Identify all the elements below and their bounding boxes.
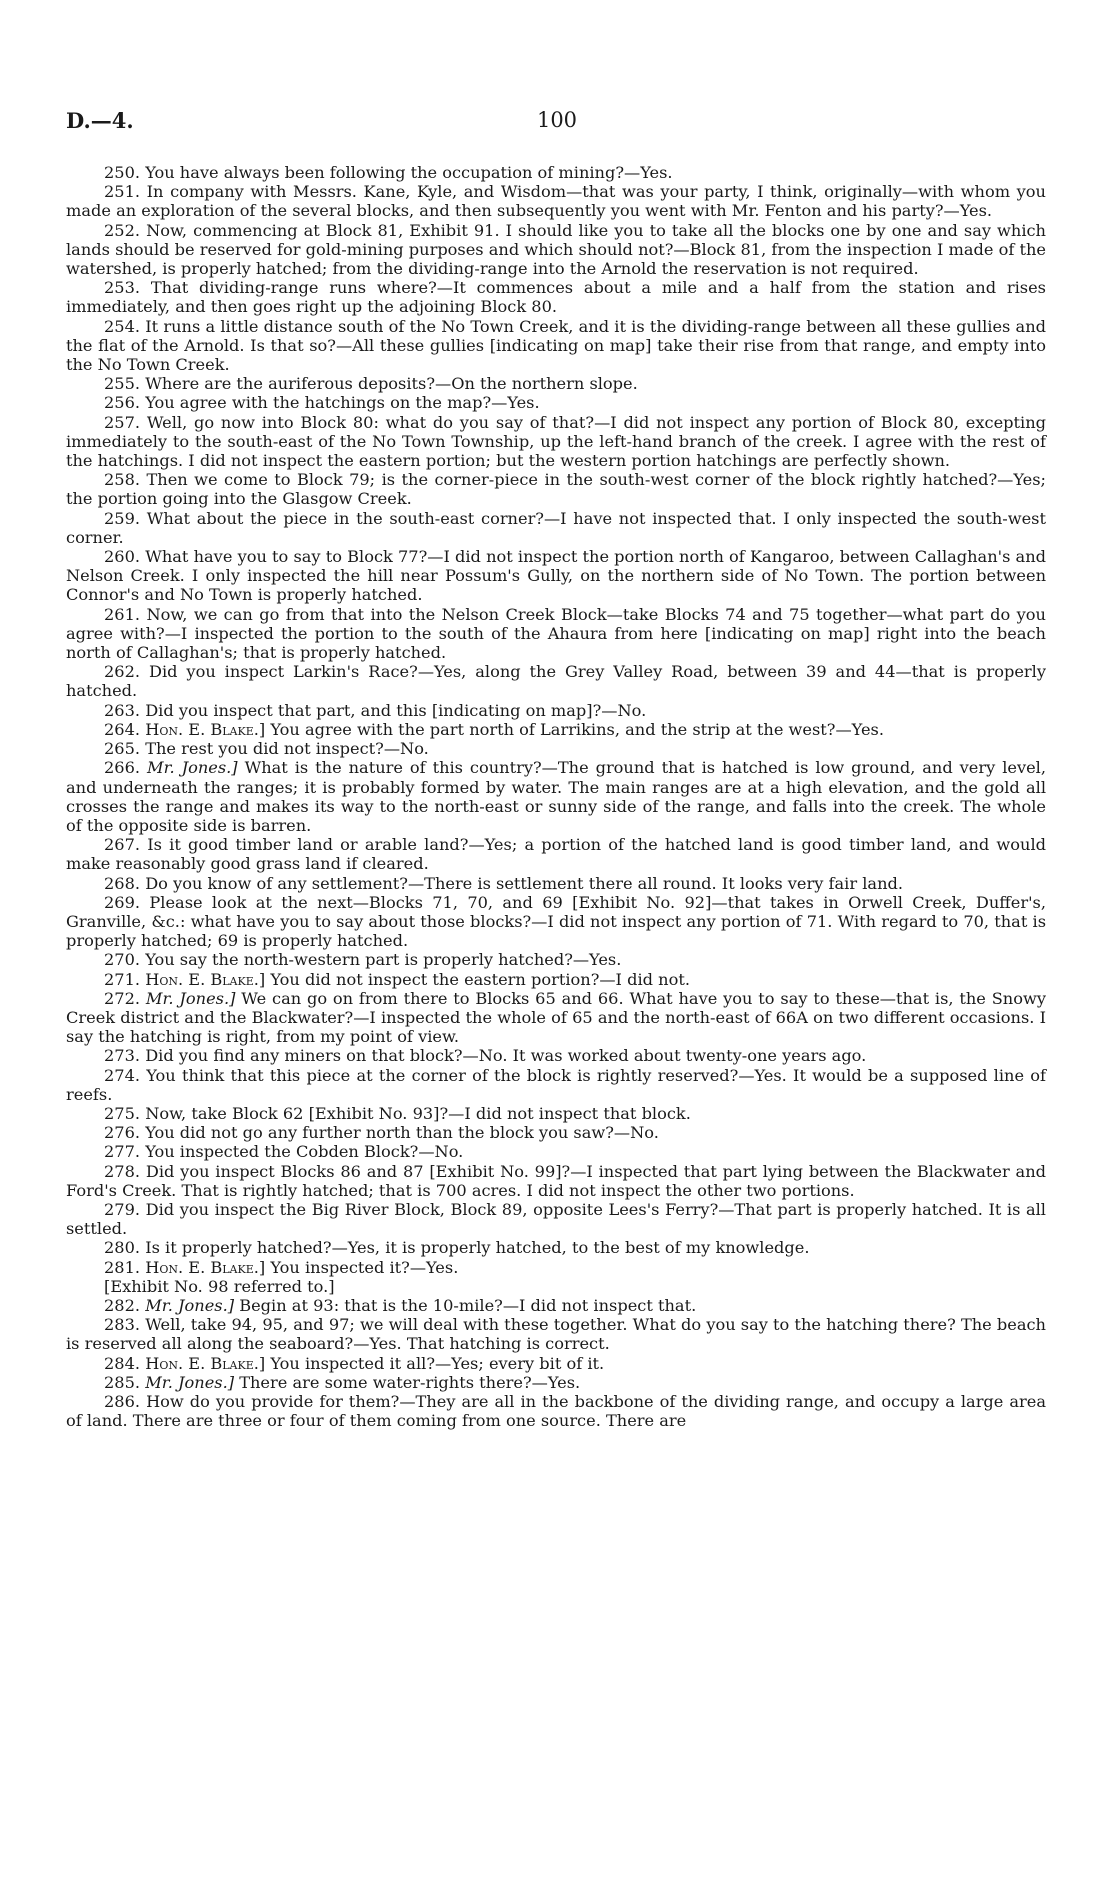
question-answer-paragraph <box>66 1296 1046 1315</box>
speaker-label: Mr. Jones.] <box>145 1372 235 1392</box>
question-number: 276. <box>104 1123 141 1143</box>
question-answer-paragraph <box>66 221 1046 279</box>
question-number: 273. <box>104 1046 141 1066</box>
question-number: 277. <box>104 1142 141 1162</box>
question-answer-paragraph <box>66 950 1046 969</box>
question-answer-paragraph <box>66 182 1046 220</box>
paragraph-text: You inspected it all?—Yes; every bit of it. <box>270 1353 605 1373</box>
paragraph-text: You inspected it?—Yes. <box>270 1257 459 1277</box>
question-answer-paragraph <box>66 374 1046 393</box>
question-number: 250. <box>104 163 141 182</box>
paragraph-text: How do you provide for them?—They are all in the backbone of the dividing range, and occupy a large area of land. There are three or four of them coming from one source. There are <box>66 1392 1046 1431</box>
paragraph-text: It runs a little distance south of the No Town Creek, and it is the dividing-range between all these gullies and the flat of the Arnold. Is that so?—All these gullies [indicating on map] take their rise from that range, and empty into the No Town Creek. <box>66 316 1046 375</box>
question-answer-paragraph <box>66 835 1046 873</box>
question-number: 267. <box>104 835 141 855</box>
question-answer-paragraph <box>66 1066 1046 1104</box>
question-number: 252. <box>104 220 141 240</box>
question-number: 263. <box>104 700 141 720</box>
paragraph-text: Well, take 94, 95, and 97; we will deal with these together. What do you say to the hatching there? The beach is reserved all along the seaboard?—Yes. That hatching is correct. <box>66 1315 1046 1354</box>
paragraph-text: Did you inspect Larkin's Race?—Yes, along the Grey Valley Road, between 39 and 44—that is properly hatched. <box>66 662 1046 701</box>
question-answer-paragraph <box>66 701 1046 720</box>
question-number: 278. <box>104 1161 141 1181</box>
speaker-label: Hon. E. Blake.] <box>145 969 266 989</box>
paragraph-text: That dividing-range runs where?—It commences about a mile and a half from the station and rises immediately, and then goes right up the adjoining Block 80. <box>66 278 1046 317</box>
paragraph-text: You did not go any further north than the block you saw?—No. <box>145 1123 659 1143</box>
question-number: 266. <box>104 758 141 778</box>
paragraph-text: What about the piece in the south-east corner?—I have not inspected that. I only inspected the south-west corner. <box>66 508 1046 547</box>
question-number: 283. <box>104 1315 141 1335</box>
question-answer-paragraph <box>66 393 1046 412</box>
paragraph-text: Now, we can go from that into the Nelson Creek Block—take Blocks 74 and 75 together—what part do you agree with?—I inspected the portion to the south of the Ahaura from here [indicating on map] right into the beach north of Callaghan's; that is properly hatched. <box>66 604 1046 663</box>
question-answer-paragraph <box>66 1104 1046 1123</box>
page-header <box>66 108 1048 136</box>
question-answer-paragraph <box>66 739 1046 758</box>
question-answer-paragraph <box>66 758 1046 835</box>
speaker-label: Mr. Jones.] <box>145 988 236 1008</box>
question-number: 279. <box>104 1199 141 1219</box>
question-answer-paragraph <box>66 1354 1046 1373</box>
paragraph-text: Now, take Block 62 [Exhibit No. 93]?—I did not inspect that block. <box>145 1103 691 1123</box>
paragraph-text: Is it good timber land or arable land?—Yes; a portion of the hatched land is good timber land, and would make reasonably good grass land if cleared. <box>66 835 1046 874</box>
paragraph-text: [Exhibit No. 98 referred to.] <box>104 1276 335 1296</box>
paragraph-text: Begin at 93: that is the 10-mile?—I did not inspect that. <box>239 1295 697 1315</box>
question-answer-paragraph <box>66 317 1046 375</box>
question-answer-paragraph <box>66 989 1046 1047</box>
question-number: 262. <box>104 662 141 682</box>
question-number: 260. <box>104 547 141 567</box>
question-number: 271. <box>104 969 141 989</box>
paragraph-text: You agree with the part north of Larrikins, and the strip at the west?—Yes. <box>270 719 884 739</box>
paragraph-text: Did you inspect the Big River Block, Block 89, opposite Lees's Ferry?—That part is properly hatched. It is all settled. <box>66 1199 1046 1239</box>
question-number: 272. <box>104 988 141 1008</box>
question-number: 281. <box>104 1257 141 1277</box>
question-answer-paragraph <box>66 278 1046 316</box>
paragraph-text: You say the north-western part is properly hatched?—Yes. <box>145 950 622 970</box>
question-answer-paragraph <box>66 605 1046 663</box>
question-answer-paragraph <box>66 1373 1046 1392</box>
paragraph-text: Now, commencing at Block 81, Exhibit 91. I should like you to take all the blocks one by one and say which lands should be reserved for gold-mining purposes and which should not?—Block 81, from the inspection I made of the watershed, is properly hatched; from the dividing-range into the Arnold the reservation is not required. <box>66 220 1046 279</box>
paragraph-text: You have always been following the occupation of mining?—Yes. <box>145 163 673 182</box>
paragraph-text: What is the nature of this country?—The ground that is hatched is low ground, and very level, and underneath the ranges; it is probably formed by water. The main ranges are at a high elevation, and the gold all crosses the range and makes its way to the north-east or sunny side of the range, and falls into the creek. The whole of the opposite side is barren. <box>66 758 1047 835</box>
question-number: 264. <box>104 719 141 739</box>
question-answer-paragraph <box>66 1315 1046 1353</box>
page-number: 100 <box>536 108 578 132</box>
question-number: 256. <box>104 393 141 413</box>
question-answer-paragraph <box>66 1277 1046 1296</box>
question-number: 255. <box>104 374 141 394</box>
speaker-label: Hon. E. Blake.] <box>145 1257 266 1277</box>
paragraph-text: You think that this piece at the corner of the block is rightly reserved?—Yes. It would be a supposed line of reefs. <box>66 1065 1046 1104</box>
question-number: 284. <box>104 1353 141 1373</box>
paragraph-text: Did you find any miners on that block?—No. It was worked about twenty-one years ago. <box>145 1046 867 1066</box>
question-number: 261. <box>104 604 141 624</box>
question-number: 268. <box>104 873 141 893</box>
question-answer-paragraph <box>66 163 1046 182</box>
question-answer-paragraph <box>66 1046 1046 1065</box>
question-number: 251. <box>104 182 141 202</box>
question-answer-paragraph <box>66 893 1046 951</box>
question-answer-paragraph <box>66 1162 1046 1200</box>
question-number: 275. <box>104 1103 141 1123</box>
question-number: 280. <box>104 1238 141 1258</box>
question-number: 258. <box>104 470 141 490</box>
question-number: 265. <box>104 739 141 759</box>
question-number: 282. <box>104 1295 141 1315</box>
paragraph-text: You did not inspect the eastern portion?—I did not. <box>270 969 690 989</box>
question-number: 253. <box>104 278 141 298</box>
question-answer-paragraph <box>66 470 1046 508</box>
paragraph-text: In company with Messrs. Kane, Kyle, and Wisdom—that was your party, I think, originally—with whom you made an exploration of the several blocks, and then subsequently you went with Mr. Fenton and his party?—Yes. <box>66 182 1046 221</box>
paragraph-text: We can go on from there to Blocks 65 and 66. What have you to say to these—that is, the Snowy Creek district and the Blackwater?—I inspected the whole of 65 and the north-east of 66A on two different occasions. I say the hatching is right, from my point of view. <box>66 988 1046 1047</box>
question-answer-paragraph <box>66 1123 1046 1142</box>
speaker-label: Mr. Jones.] <box>147 758 238 778</box>
speaker-label: Hon. E. Blake.] <box>145 1353 266 1373</box>
paragraph-text: You inspected the Cobden Block?—No. <box>145 1142 464 1162</box>
speaker-label: Mr. Jones.] <box>145 1295 235 1315</box>
question-answer-paragraph <box>66 874 1046 893</box>
paragraph-text: Do you know of any settlement?—There is settlement there all round. It looks very fair land. <box>145 873 904 893</box>
question-answer-paragraph <box>66 720 1046 739</box>
paragraph-text: Did you inspect that part, and this [indicating on map]?—No. <box>145 700 647 720</box>
question-answer-paragraph <box>66 662 1046 700</box>
evidence-transcript <box>66 163 1046 1430</box>
paragraph-text: Well, go now into Block 80: what do you say of that?—I did not inspect any portion of Block 80, excepting immediately to the south-east of the No Town Township, up the left-hand branch of the creek. I agree with the rest of the hatchings. I did not inspect the eastern portion; but the western portion hatchings are perfectly shown. <box>66 412 1046 471</box>
paragraph-text: What have you to say to Block 77?—I did not inspect the portion north of Kangaroo, between Callaghan's and Nelson Creek. I only inspected the hill near Possum's Gully, on the northern side of No Town. The portion between Connor's and No Town is properly hatched. <box>66 547 1046 605</box>
question-answer-paragraph <box>66 1200 1046 1238</box>
question-answer-paragraph <box>66 413 1046 471</box>
question-number: 257. <box>104 412 141 432</box>
paragraph-text: Please look at the next—Blocks 71, 70, and 69 [Exhibit No. 92]—that takes in Orwell Creek, Duffer's, Granville, &c.: what have you to say about those blocks?—I did not inspect any portion of 71. With regard to 70, that is properly hatched; 69 is properly hatched. <box>66 892 1046 951</box>
paragraph-text: You agree with the hatchings on the map?—Yes. <box>145 393 540 413</box>
question-number: 269. <box>104 892 141 912</box>
question-answer-paragraph <box>66 1258 1046 1277</box>
question-number: 270. <box>104 950 141 970</box>
document-id: D.—4. <box>66 108 134 133</box>
question-answer-paragraph <box>66 1142 1046 1161</box>
paragraph-text: Then we come to Block 79; is the corner-piece in the south-west corner of the block rightly hatched?—Yes; the portion going into the Glasgow Creek. <box>66 470 1046 509</box>
question-answer-paragraph <box>66 547 1046 605</box>
question-number: 274. <box>104 1065 141 1085</box>
paragraph-text: There are some water-rights there?—Yes. <box>239 1372 581 1392</box>
speaker-label: Hon. E. Blake.] <box>145 719 266 739</box>
paragraph-text: Is it properly hatched?—Yes, it is properly hatched, to the best of my knowledge. <box>145 1238 810 1258</box>
question-number: 285. <box>104 1372 141 1392</box>
paragraph-text: Did you inspect Blocks 86 and 87 [Exhibit No. 99]?—I inspected that part lying between the Blackwater and Ford's Creek. That is rightly hatched; that is 700 acres. I did not inspect the other two portions. <box>66 1161 1046 1200</box>
question-number: 254. <box>104 316 141 336</box>
question-number: 286. <box>104 1392 141 1411</box>
paragraph-text: The rest you did not inspect?—No. <box>145 739 429 759</box>
question-answer-paragraph <box>66 1238 1046 1257</box>
question-answer-paragraph <box>66 1392 1046 1430</box>
question-number: 259. <box>104 508 141 528</box>
question-answer-paragraph <box>66 509 1046 547</box>
question-answer-paragraph <box>66 970 1046 989</box>
paragraph-text: Where are the auriferous deposits?—On the northern slope. <box>145 374 638 394</box>
